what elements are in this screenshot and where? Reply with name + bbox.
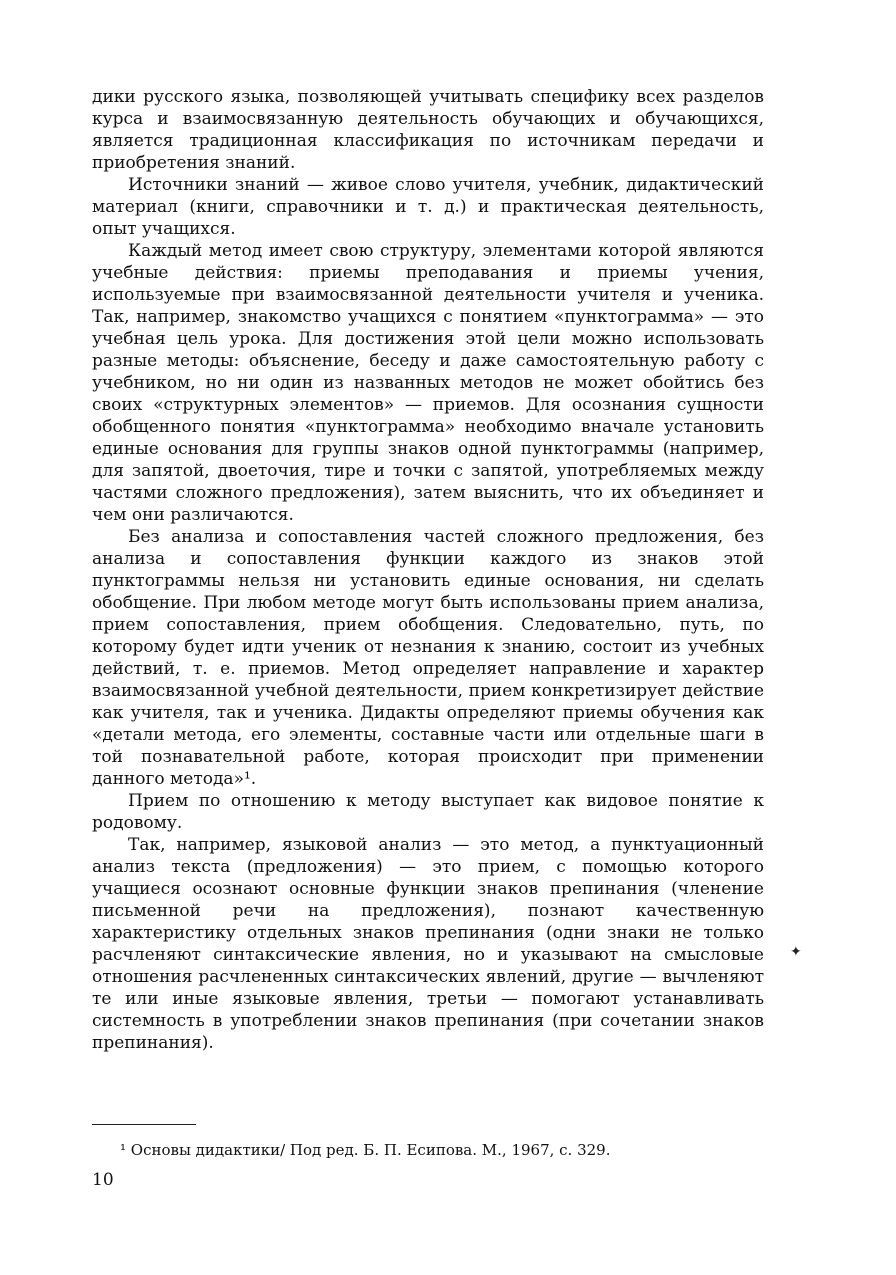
footnote-divider [92,1124,196,1125]
paragraph-3: Каждый метод имеет свою структуру, элементами которой являются учебные действия: приемы преподавания и приемы учения, используемые при взаимосвязанной деятельности учителя и ученика. Так, например, знакомство учащихся с понятием «пунктограмма» — это учебная цель урока. Для достижения этой цели можно использовать разные методы: объяснение, беседу и даже самостоятельную работу с учебником, но ни один из названных методов не может обойтись без своих «структурных элементов» — приемов. Для осознания сущности обобщенного понятия «пунктограмма» необходимо вначале установить единые основания для группы знаков одной пунктограммы (например, для запятой, двоеточия, тире и точки с запятой, употребляемых между частями сложного предложения), затем выяснить, что их объединяет и чем они различаются. [92,241,764,525]
page-number: 10 [92,1170,114,1190]
paragraph-4: Без анализа и сопоставления частей сложного предложения, без анализа и сопоставления функции каждого из знаков этой пунктограммы нельзя ни установить единые основания, ни сделать обобщение. При любом методе могут быть использованы прием анализа, прием сопоставления, прием обобщения. Следовательно, путь, по которому будет идти ученик от незнания к знанию, состоит из учебных действий, т. е. приемов. Метод определяет направление и характер взаимосвязанной учебной деятельности, прием конкретизирует действие как учителя, так и ученика. Дидакты определяют приемы обучения как «детали метода, его элементы, составные части или отдельные шаги в той познавательной работе, которая происходит при применении данного метода»¹. [92,527,764,789]
margin-mark-icon: ✦ [790,944,802,960]
footnote: ¹ Основы дидактики/ Под ред. Б. П. Есипова. М., 1967, с. 329. [120,1141,611,1159]
paragraph-6: Так, например, языковой анализ — это метод, а пунктуационный анализ текста (предложения) — это прием, с помощью которого учащиеся осознают основные функции знаков препинания (членение письменной речи на предложения), познают качественную характеристику отдельных знаков препинания (одни знаки не только расчленяют синтаксические явления, но и указывают на смысловые отношения расчлененных синтаксических явлений, другие — вычленяют те или иные языковые явления, третьи — помогают устанавливать системность в употреблении знаков препинания (при сочетании знаков препинания). [92,835,764,1053]
main-text [92,86,764,1054]
paragraph-2: Источники знаний — живое слово учителя, учебник, дидактический материал (книги, справочники и т. д.) и практическая деятельность, опыт учащихся. [92,175,764,239]
paragraph-1: дики русского языка, позволяющей учитывать специфику всех разделов курса и взаимосвязанную деятельность обучающих и обучающихся, является традиционная классификация по источникам передачи и приобретения знаний. [92,87,764,173]
paragraph-5: Прием по отношению к методу выступает как видовое понятие к родовому. [92,791,764,833]
